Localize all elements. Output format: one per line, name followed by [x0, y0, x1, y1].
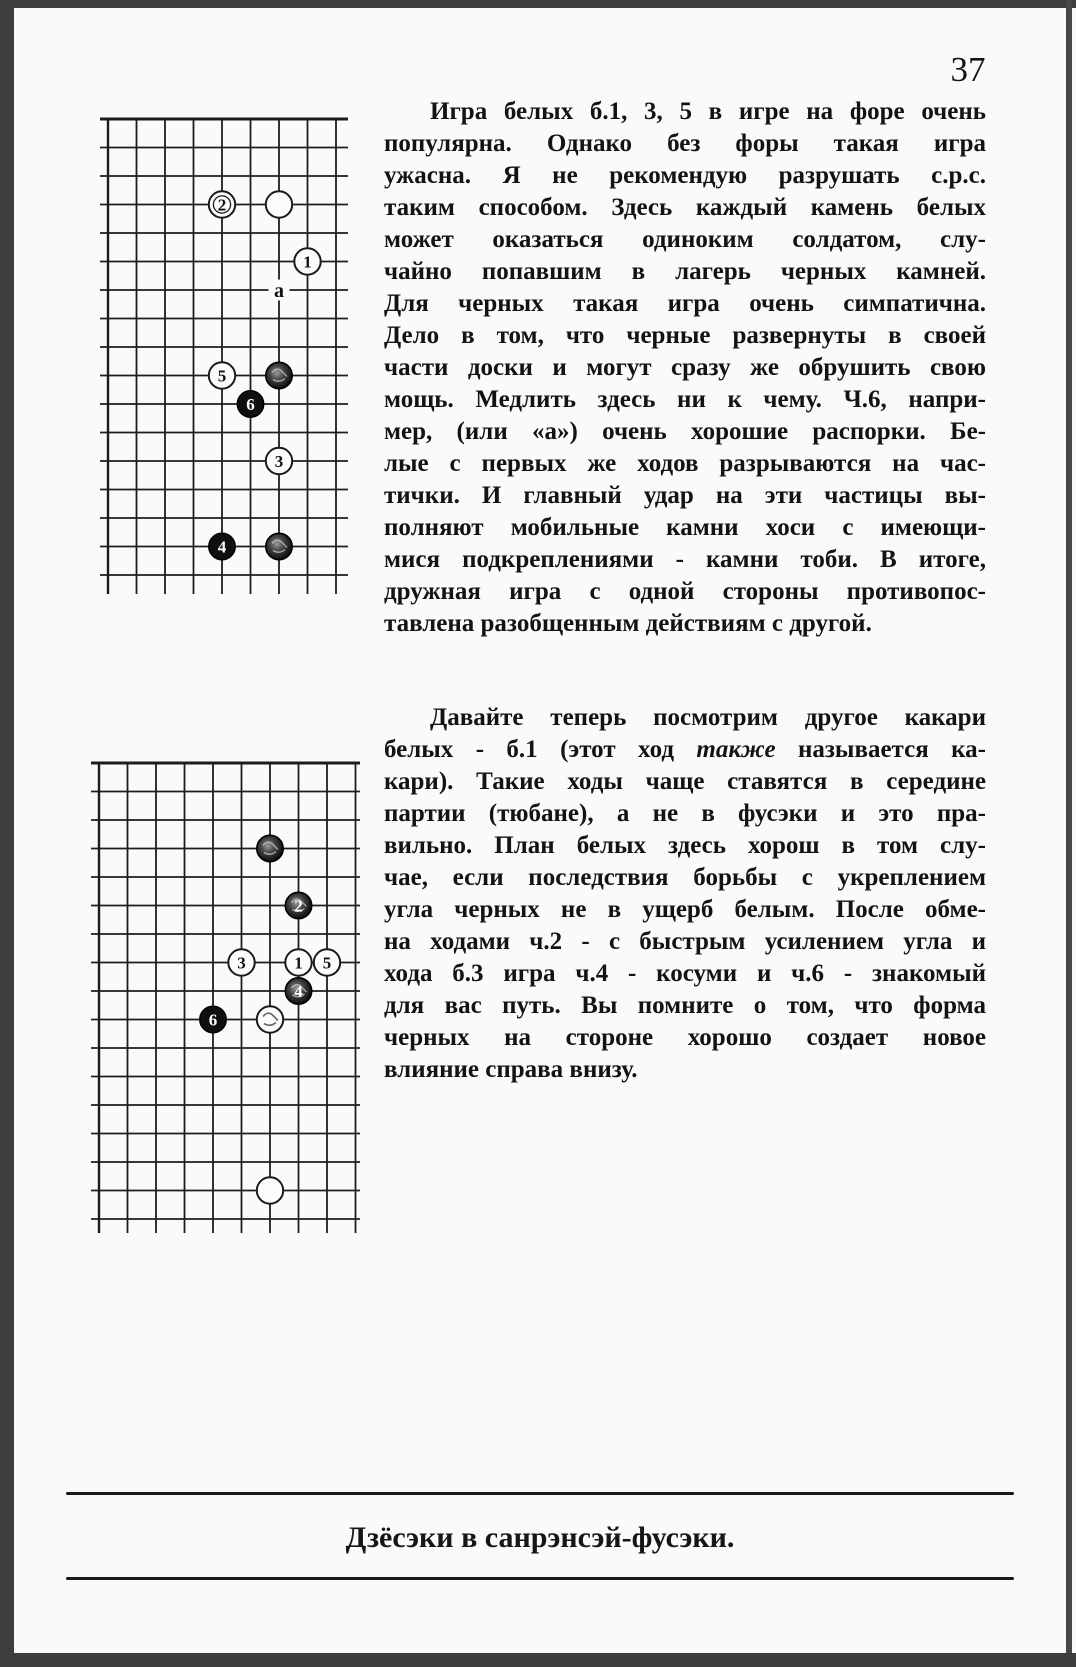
paragraph-line: лые с первых же ходов разрываются на час-: [384, 450, 986, 477]
go-stone-plain-black-mottled: [266, 362, 292, 388]
go-stone-3-white: [266, 448, 292, 474]
paragraph-line: хода б.3 игра ч.4 - косуми и ч.6 - знакомый: [384, 960, 986, 987]
page-edge-top: [0, 0, 1076, 8]
paragraph-line: для вас путь. Вы помните о том, что форма: [384, 992, 986, 1019]
svg-text:3: 3: [274, 452, 284, 471]
page-number: 37: [950, 50, 986, 89]
go-stone-5-white: [209, 362, 235, 388]
paragraph-line: чае, если последствия борьбы с укреплением: [384, 864, 986, 891]
go-board-diagram-2: [86, 733, 360, 1233]
go-stone-2-black-mottled: [285, 892, 311, 918]
go-stone-plain-white-scribble: [257, 1006, 283, 1032]
text-column: [384, 96, 986, 1086]
svg-text:1: 1: [303, 252, 312, 272]
paragraph-line: белых - б.1 (этот ход также называется ка-: [384, 736, 987, 763]
go-stone-4-black: [209, 533, 235, 559]
paragraph-line: мощь. Медлить здесь ни к чему. Ч.6, напри-: [384, 386, 986, 413]
svg-text:6: 6: [208, 1010, 218, 1030]
go-stone-6-black: [237, 391, 263, 417]
svg-text:a: a: [274, 280, 284, 302]
page-edge-bottom: [0, 1653, 1076, 1667]
footer-caption: Дзёсэки в санрэнсэй-фусэки.: [345, 1521, 735, 1554]
paragraph-line: мися подкреплениями - камни тоби. В итоге,: [384, 546, 986, 573]
go-stone-1-white: [294, 248, 320, 274]
svg-text:2: 2: [294, 896, 303, 916]
footer-rule-bottom: [66, 1577, 1014, 1580]
paragraph-line: полняют мобильные камни хоси с имеющи-: [384, 514, 986, 541]
paragraph-line: Игра белых б.1, 3, 5 в игре на форе очень: [430, 98, 986, 125]
go-stone-4-black-mottled: [285, 978, 311, 1004]
svg-text:5: 5: [217, 366, 227, 386]
go-stone-2-white: [209, 191, 235, 217]
go-stone-plain-black-mottled: [266, 533, 292, 559]
paragraph-line: кари). Такие ходы чаще ставятся в середине: [384, 768, 986, 795]
paragraph-line: популярна. Однако без форы такая игра: [384, 130, 986, 157]
go-stone-3-white: [228, 949, 254, 975]
go-stone-plain-white: [266, 191, 292, 217]
svg-text:3: 3: [237, 953, 246, 973]
paragraph-line: тички. И главный удар на эти частицы вы-: [384, 482, 986, 509]
paragraph-line: тавлена разобщенным действиям с другой.: [384, 610, 872, 637]
point-label-a: [269, 280, 290, 303]
paragraph-2: [384, 702, 986, 1086]
paragraph-line: партии (тюбане), а не в фусэки и это пра-: [384, 800, 986, 827]
paragraph-line: влияние справа внизу.: [384, 1056, 638, 1083]
go-board-diagram-1: [86, 110, 348, 594]
svg-text:6: 6: [246, 395, 255, 414]
svg-text:4: 4: [217, 537, 227, 557]
paragraph-line: Для черных такая игра очень симпатична.: [384, 290, 986, 317]
go-stone-6-black: [200, 1006, 226, 1032]
go-stone-5-white: [314, 949, 340, 975]
paragraph-line: таким способом. Здесь каждый камень белых: [384, 194, 986, 221]
paragraph-line: Давайте теперь посмотрим другое какари: [430, 704, 986, 731]
paragraph-1: [384, 96, 986, 640]
paragraph-line: чайно попавшим в лагерь черных камней.: [384, 258, 986, 285]
svg-text:5: 5: [322, 953, 332, 973]
svg-text:1: 1: [294, 953, 303, 973]
paragraph-line: черных на стороне хорошо создает новое: [384, 1024, 986, 1051]
svg-text:4: 4: [294, 982, 303, 1001]
paragraph-line: вильно. План белых здесь хорош в том слу-: [384, 832, 986, 859]
paragraph-line: Дело в том, что черные развернуты в своей: [384, 322, 986, 349]
go-stone-plain-black-mottled: [257, 835, 283, 861]
footer-rule-top: [66, 1492, 1014, 1495]
page-edge-left: [0, 0, 14, 1667]
paragraph-line: угла черных не в ущерб белым. После обме-: [384, 896, 986, 923]
svg-text:2: 2: [217, 195, 227, 215]
go-stone-1-white: [285, 949, 311, 975]
page-edge-right: [1066, 0, 1072, 1667]
paragraph-line: дружная игра с одной стороны противопос-: [384, 578, 986, 605]
go-stone-plain-white: [257, 1177, 283, 1203]
paragraph-line: на ходами ч.2 - с быстрым усилением угла и: [384, 928, 986, 955]
paragraph-line: мер, (или «а») очень хорошие распорки. Бе-: [384, 418, 986, 445]
paragraph-line: ужасна. Я не рекомендую разрушать с.р.с.: [384, 162, 986, 189]
paragraph-line: части доски и могут сразу же обрушить свою: [384, 354, 986, 381]
paragraph-line: может оказаться одиноким солдатом, слу-: [384, 226, 986, 253]
